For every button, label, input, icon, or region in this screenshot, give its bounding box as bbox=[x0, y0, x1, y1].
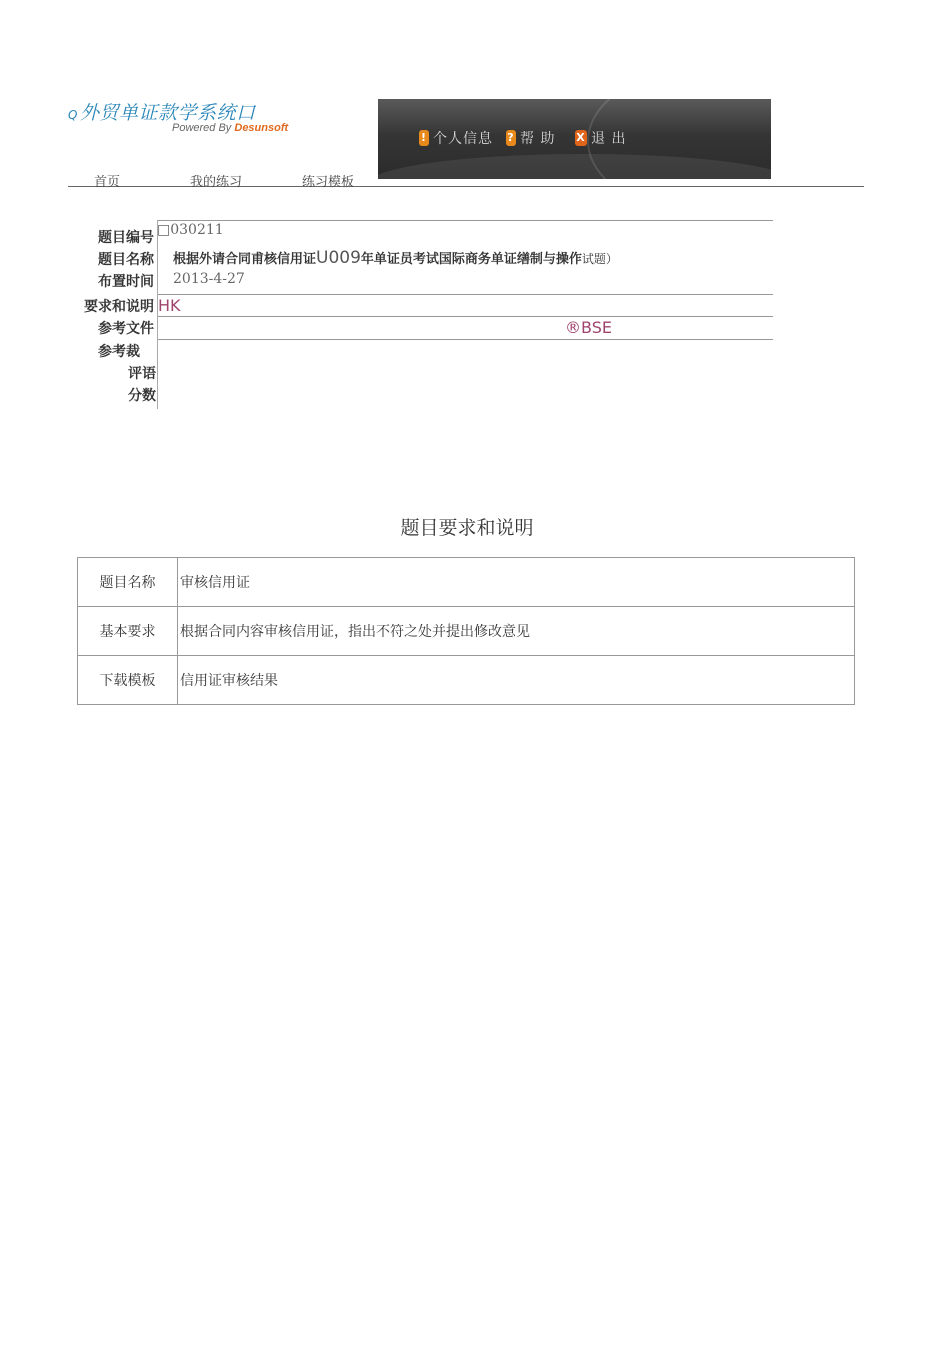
powered-by-prefix: Powered By bbox=[172, 122, 235, 134]
row-key: 题目名称 bbox=[78, 558, 178, 607]
requirement-label: 要求和说明 bbox=[84, 299, 154, 315]
exercise-name-value bbox=[173, 248, 618, 268]
divider bbox=[158, 220, 773, 221]
row-value: 根据合同内容审核信用证，指出不符之处并提出修改意见 bbox=[178, 607, 855, 656]
assign-date-label: 布置时间 bbox=[98, 274, 154, 290]
powered-by bbox=[172, 122, 288, 134]
exclamation-icon: ! bbox=[420, 131, 428, 144]
help-label: 帮 助 bbox=[520, 131, 556, 147]
app-title-text: 外贸单证款学系统口 bbox=[79, 102, 256, 124]
score-label: 分数 bbox=[128, 388, 156, 404]
table-row bbox=[78, 607, 855, 656]
reference-file-label: 参考文件 bbox=[98, 321, 154, 337]
divider bbox=[158, 294, 773, 295]
reference-file-link[interactable]: ®BSE bbox=[565, 318, 612, 337]
requirements-title: 题目要求和说明 bbox=[400, 517, 534, 539]
table-row bbox=[78, 558, 855, 607]
divider bbox=[158, 316, 773, 317]
requirement-link[interactable]: HK bbox=[158, 296, 181, 315]
requirements-table bbox=[77, 557, 855, 705]
exercise-name-part: 试题） bbox=[581, 252, 618, 266]
powered-by-brand: Desunsoft bbox=[234, 122, 289, 134]
download-template-link[interactable]: 信用证审核结果 bbox=[178, 656, 855, 705]
help-link[interactable] bbox=[506, 128, 555, 148]
logo-mark: Q bbox=[68, 108, 78, 122]
exercise-id-label: 题目编号 bbox=[98, 230, 154, 246]
row-key: 下载模板 bbox=[78, 656, 178, 705]
profile-link[interactable] bbox=[419, 128, 493, 148]
header-banner bbox=[378, 99, 771, 179]
exercise-name-part: U009 bbox=[316, 248, 361, 268]
app-title bbox=[68, 98, 255, 125]
row-value: 审核信用证 bbox=[178, 558, 855, 607]
reference-cut-label: 参考裁 bbox=[98, 344, 140, 360]
comment-label: 评语 bbox=[128, 366, 156, 382]
profile-label: 个人信息 bbox=[433, 131, 493, 147]
logout-label: 退 出 bbox=[591, 131, 627, 147]
divider bbox=[158, 339, 773, 340]
main-nav bbox=[68, 171, 864, 190]
exercise-id-value: □030211 bbox=[157, 222, 224, 238]
tab-my-practice[interactable]: 我的练习 bbox=[190, 175, 243, 190]
table-row bbox=[78, 656, 855, 705]
exercise-name-part: 年单证员考试国际商务单证缮制与操作 bbox=[360, 252, 582, 267]
exercise-name-label: 题目名称 bbox=[98, 252, 154, 268]
tab-practice-templates[interactable]: 练习模板 bbox=[302, 175, 355, 190]
tab-home[interactable]: 首页 bbox=[94, 175, 121, 190]
assign-date-value: 2013-4-27 bbox=[173, 271, 245, 287]
logout-link[interactable] bbox=[575, 128, 626, 148]
app-logo bbox=[68, 98, 289, 134]
close-icon: X bbox=[576, 131, 586, 144]
question-icon: ? bbox=[507, 131, 515, 144]
exercise-name-part: 根据外请合同甫核信用证 bbox=[173, 252, 317, 267]
row-key: 基本要求 bbox=[78, 607, 178, 656]
